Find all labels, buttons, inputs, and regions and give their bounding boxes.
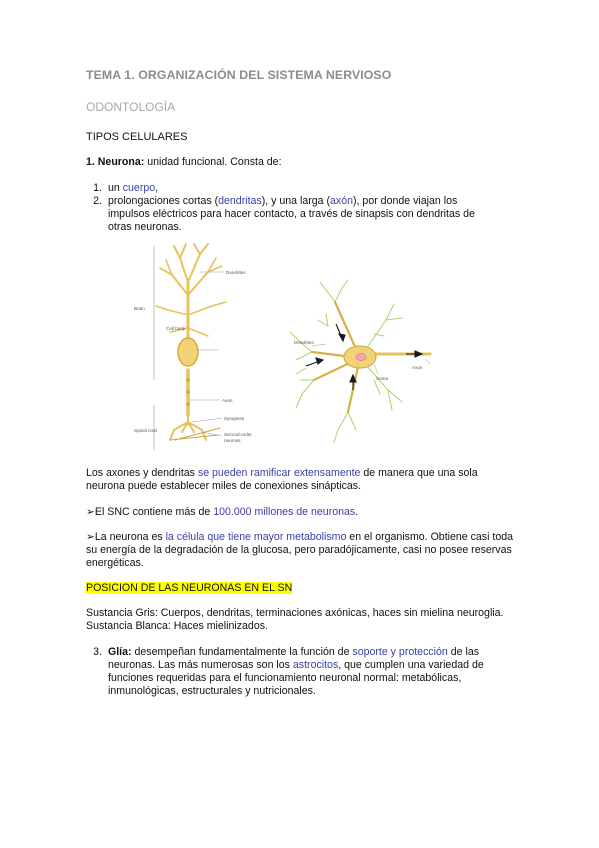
glia-item: 3. Glía: desempeñan fundamentalmente la función de soporte y protección de las bbox=[93, 646, 480, 658]
neurona-heading: 1. Neurona: bbox=[86, 156, 145, 168]
term-dendritas: dendritas bbox=[218, 195, 262, 207]
list-item-line: otras neuronas. bbox=[108, 221, 182, 233]
neuron-figure bbox=[130, 240, 450, 455]
neurona-text: unidad funcional. Consta de: bbox=[144, 156, 282, 168]
term-axon: axón bbox=[330, 195, 354, 207]
label-synapses: Synapses bbox=[224, 416, 245, 421]
highlighted-heading: POSICION DE LAS NEURONAS EN EL SN bbox=[86, 582, 293, 594]
bullet-metabolismo: ➢La neurona es la célula que tiene mayor metabolismo en el organismo. Obtiene casi toda bbox=[86, 531, 514, 543]
paragraph-ramificar: Los axones y dendritas se pueden ramificar extensamente de manera que una sola bbox=[86, 467, 478, 479]
arrow-bullet-icon: ➢ bbox=[86, 506, 95, 518]
subject-subtitle: ODONTOLOGÍA bbox=[86, 100, 176, 114]
paragraph-line: su energía de la degradación de la glucosa, pero paradójicamente, casi no posee reservas bbox=[86, 544, 512, 556]
sustancia-blanca: Sustancia Blanca: Haces mielinizados. bbox=[86, 620, 268, 632]
glia-line: inmunológicas, estructurales y nutricionales. bbox=[108, 685, 316, 697]
label-axon-right: Axon bbox=[412, 365, 423, 370]
term-cuerpo: cuerpo bbox=[122, 182, 156, 194]
list-item-line: impulsos eléctricos para hacer contacto, a través de sinapsis con dendritas de bbox=[108, 208, 475, 220]
label-cell-body: Cell body bbox=[166, 326, 186, 331]
label-dendrites: Dendrites bbox=[226, 270, 246, 275]
label-axon: Axon bbox=[222, 398, 233, 403]
neurona-definition bbox=[86, 156, 282, 169]
glia-heading: Glía: bbox=[108, 646, 132, 658]
paragraph-line: energéticas. bbox=[86, 557, 144, 569]
glia-line: funciones requeridas para el funcionamiento neuronal normal: metabólicas, bbox=[108, 672, 462, 684]
list-item: 2. prolongaciones cortas (dendritas), y una larga (axón), por donde viajan los bbox=[93, 195, 458, 207]
label-soma: Soma bbox=[376, 376, 389, 381]
label-spinal-cord: Spinal cord bbox=[134, 428, 157, 433]
glia-line: neuronas. Las más numerosas son los astrocitos, que cumplen una variedad de bbox=[108, 659, 484, 671]
cell-body-shape bbox=[178, 338, 198, 366]
nucleus-shape bbox=[356, 353, 366, 360]
paragraph-line: neurona puede establecer miles de conexiones sinápticas. bbox=[86, 480, 362, 492]
bullet-snc: ➢El SNC contiene más de 100.000 millones de neuronas. bbox=[86, 506, 359, 518]
section-heading: TIPOS CELULARES bbox=[86, 131, 188, 143]
label-dendrites-right: Dendrites bbox=[294, 340, 314, 345]
sustancia-gris: Sustancia Gris: Cuerpos, dendritas, terminaciones axónicas, haces sin mielina neuroglia. bbox=[86, 607, 504, 619]
list-item: 1. un cuerpo, bbox=[93, 182, 159, 194]
label-second-order: Second-order bbox=[224, 432, 252, 437]
label-neurons: neurons bbox=[224, 438, 241, 443]
label-brain: Brain bbox=[134, 306, 145, 311]
page-title: TEMA 1. ORGANIZACIÓN DEL SISTEMA NERVIOSO bbox=[86, 68, 392, 82]
arrow-bullet-icon: ➢ bbox=[86, 531, 95, 543]
